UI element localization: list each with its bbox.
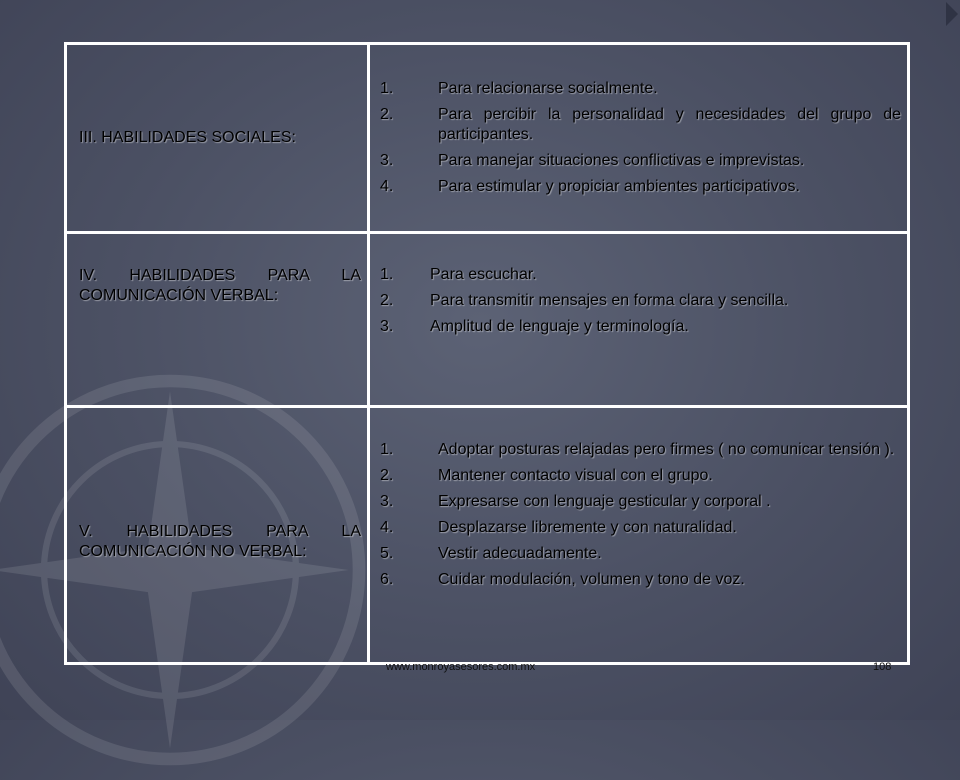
- list-item: 1. Para escuchar.: [380, 266, 537, 283]
- row-items-cell: [369, 233, 909, 407]
- list-item: 1. Adoptar posturas relajadas pero firmes ( no comunicar tensión ).: [380, 441, 895, 458]
- table-row: [66, 233, 909, 407]
- list-item: 6. Cuidar modulación, volumen y tono de voz.: [380, 571, 745, 588]
- row-heading: V. HABILIDADES PARA LA COMUNICACIÓN NO VERBAL:: [66, 407, 369, 664]
- list-item: 3. Amplitud de lenguaje y terminología.: [380, 318, 689, 335]
- row-heading: IV. HABILIDADES PARA LA COMUNICACIÓN VERBAL:: [66, 233, 369, 407]
- list-item: 4. Desplazarse libremente y con naturalidad.: [380, 519, 737, 536]
- list-item: 2. Para transmitir mensajes en forma clara y sencilla.: [380, 292, 789, 309]
- table-row: [66, 44, 909, 233]
- numbered-list: [380, 45, 901, 197]
- list-item: 1. Para relacionarse socialmente.: [380, 80, 658, 97]
- list-item: 2. Mantener contacto visual con el grupo.: [380, 467, 713, 484]
- list-item: 3. Para manejar situaciones conflictivas e imprevistas.: [380, 152, 805, 169]
- row-heading: III. HABILIDADES SOCIALES:: [66, 44, 369, 233]
- play-arrow-icon[interactable]: [944, 0, 960, 28]
- list-item: 4. Para estimular y propiciar ambientes participativos.: [380, 178, 800, 195]
- row-items-cell: [369, 407, 909, 664]
- numbered-list: [380, 408, 901, 590]
- table-row: [66, 407, 909, 664]
- numbered-list: [380, 234, 901, 337]
- list-item: 2. Para percibir la personalidad y necesidades del grupo de participantes.: [380, 106, 901, 143]
- footer-url: www.monroyasesores.com.mx: [386, 661, 536, 673]
- skills-table: [64, 42, 910, 665]
- row-items-cell: [369, 44, 909, 233]
- page-number: 108: [873, 661, 892, 673]
- list-item: 5. Vestir adecuadamente.: [380, 545, 602, 562]
- list-item: 3. Expresarse con lenguaje gesticular y corporal .: [380, 493, 771, 510]
